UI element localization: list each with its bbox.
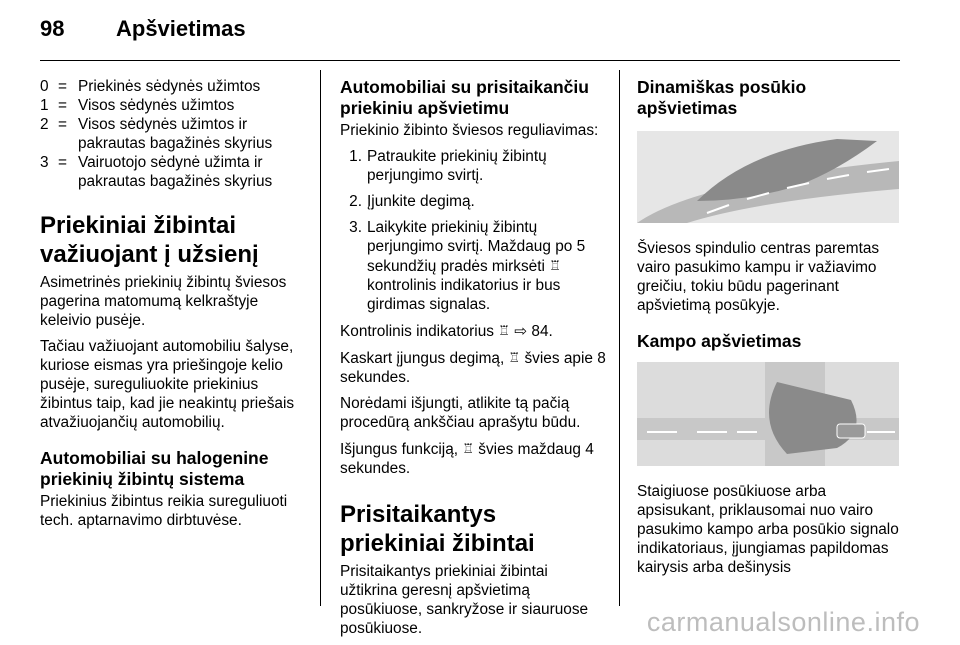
legend-item bbox=[40, 115, 308, 153]
step-text bbox=[367, 218, 608, 314]
legend-text: Vairuotojo sėdynė užimta ir pakrautas bagažinės skyrius bbox=[78, 154, 273, 190]
legend-item bbox=[40, 153, 308, 191]
paragraph: Norėdami išjungti, atlikite tą pačią procedūrą ankščiau aprašytu būdu. bbox=[340, 395, 581, 431]
legend-text: Priekinės sėdynės užimtos bbox=[78, 78, 261, 95]
headlight-indicator-icon: ♖ bbox=[462, 441, 474, 456]
legend-key: 1 bbox=[40, 97, 49, 114]
legend-equals: = bbox=[58, 154, 67, 171]
column-1 bbox=[40, 77, 308, 537]
text-part: Kontrolinis indikatorius bbox=[340, 323, 494, 340]
cornering-light-illustration bbox=[637, 362, 899, 466]
headlight-indicator-icon: ♖ bbox=[498, 323, 510, 338]
legend-key: 2 bbox=[40, 116, 49, 133]
step-number: 1. bbox=[349, 148, 362, 165]
car-shape bbox=[837, 424, 865, 438]
legend-key: 3 bbox=[40, 154, 49, 171]
column-3 bbox=[637, 77, 905, 584]
text-part: švies maždaug 4 sekundes. bbox=[340, 441, 594, 477]
step-item bbox=[340, 147, 608, 185]
step-number: 3. bbox=[349, 219, 362, 236]
paragraph: Priekinius žibintus reikia sureguliuoti tech. aptarnavimo dirbtuvėse. bbox=[40, 493, 288, 529]
step-text: Įjunkite degimą. bbox=[367, 193, 475, 210]
column-divider-1 bbox=[320, 70, 321, 606]
section-heading-foreign-driving: Priekiniai žibintai važiuojant į užsienį bbox=[40, 212, 259, 268]
legend-item bbox=[40, 77, 308, 96]
step-text-part: kontrolinis indikatorius ir bus girdimas signalas. bbox=[367, 277, 561, 313]
page-header bbox=[0, 0, 960, 60]
legend-key: 0 bbox=[40, 78, 49, 95]
page-title: Apšvietimas bbox=[116, 16, 246, 41]
paragraph: Tačiau važiuojant automobiliu šalyse, kuriose eismas yra priešingoje kelio pusėje, sureguliuokite priekinius žibintus taip, kad jie neakintų priešais atvažiuojančių automobilių. bbox=[40, 338, 295, 431]
text-part: Kaskart įjungus degimą, bbox=[340, 350, 505, 367]
reference-arrow-icon: ⇨ bbox=[514, 323, 528, 340]
step-text-part: Laikykite priekinių žibintų perjungimo svirtį. Maždaug po 5 sekundžių pradės mirksėti bbox=[367, 219, 586, 275]
step-text: Patraukite priekinių žibintų perjungimo svirtį. bbox=[367, 148, 547, 184]
subheading-cornering-light: Kampo apšvietimas bbox=[637, 331, 802, 351]
text-part: švies apie 8 sekundes. bbox=[340, 350, 606, 386]
page-number: 98 bbox=[40, 16, 65, 41]
paragraph: Priekinio žibinto šviesos reguliavimas: bbox=[340, 122, 599, 139]
legend-equals: = bbox=[58, 97, 67, 114]
curve-light-illustration bbox=[637, 131, 899, 223]
paragraph: Prisitaikantys priekiniai žibintai užtikrina geresnį apšvietimą posūkiuose, sankryžose ir siauruose posūkiuose. bbox=[340, 563, 589, 637]
watermark: carmanualsonline.info bbox=[646, 607, 920, 637]
headlight-indicator-icon: ♖ bbox=[508, 350, 521, 365]
paragraph bbox=[340, 321, 608, 341]
step-item bbox=[340, 218, 608, 314]
subheading-halogen: Automobiliai su halogenine priekinių žibintų sistema bbox=[40, 448, 269, 489]
section-heading-adaptive-headlights: Prisitaikantys priekiniai žibintai bbox=[340, 501, 535, 557]
subheading-adaptive-lighting: Automobiliai su prisitaikančiu priekiniu apšvietimu bbox=[340, 77, 589, 118]
column-divider-2 bbox=[619, 70, 620, 606]
step-number: 2. bbox=[349, 193, 362, 210]
subheading-dynamic-curve-light: Dinamiškas posūkio apšvietimas bbox=[637, 77, 807, 118]
legend-text: Visos sėdynės užimtos ir pakrautas bagažinės skyrius bbox=[78, 116, 273, 152]
column-2 bbox=[340, 77, 608, 645]
paragraph bbox=[340, 439, 608, 478]
legend-text: Visos sėdynės užimtos bbox=[78, 97, 235, 114]
paragraph: Asimetrinės priekinių žibintų šviesos pagerina matomumą kelkraštyje keleivio pusėje. bbox=[40, 274, 287, 329]
text-part: Išjungus funkciją, bbox=[340, 441, 459, 458]
paragraph: Šviesos spindulio centras paremtas vairo pasukimo kampu ir važiavimo greičiu, tokiu būdu pagerinant apšvietimą posūkyje. bbox=[637, 240, 880, 314]
legend-equals: = bbox=[58, 78, 67, 95]
paragraph: Staigiuose posūkiuose arba apsisukant, priklausomai nuo vairo pasukimo kampo arba posūkio signalo indikatoriaus, įjungiamas papildomas kairysis arba dešinysis bbox=[637, 483, 899, 576]
legend-list bbox=[40, 77, 308, 191]
legend-equals: = bbox=[58, 116, 67, 133]
paragraph bbox=[340, 348, 608, 387]
page-reference: 84. bbox=[531, 323, 553, 340]
step-item bbox=[340, 192, 608, 211]
legend-item bbox=[40, 96, 308, 115]
header-divider bbox=[40, 60, 900, 61]
headlight-indicator-icon: ♖ bbox=[549, 258, 561, 273]
